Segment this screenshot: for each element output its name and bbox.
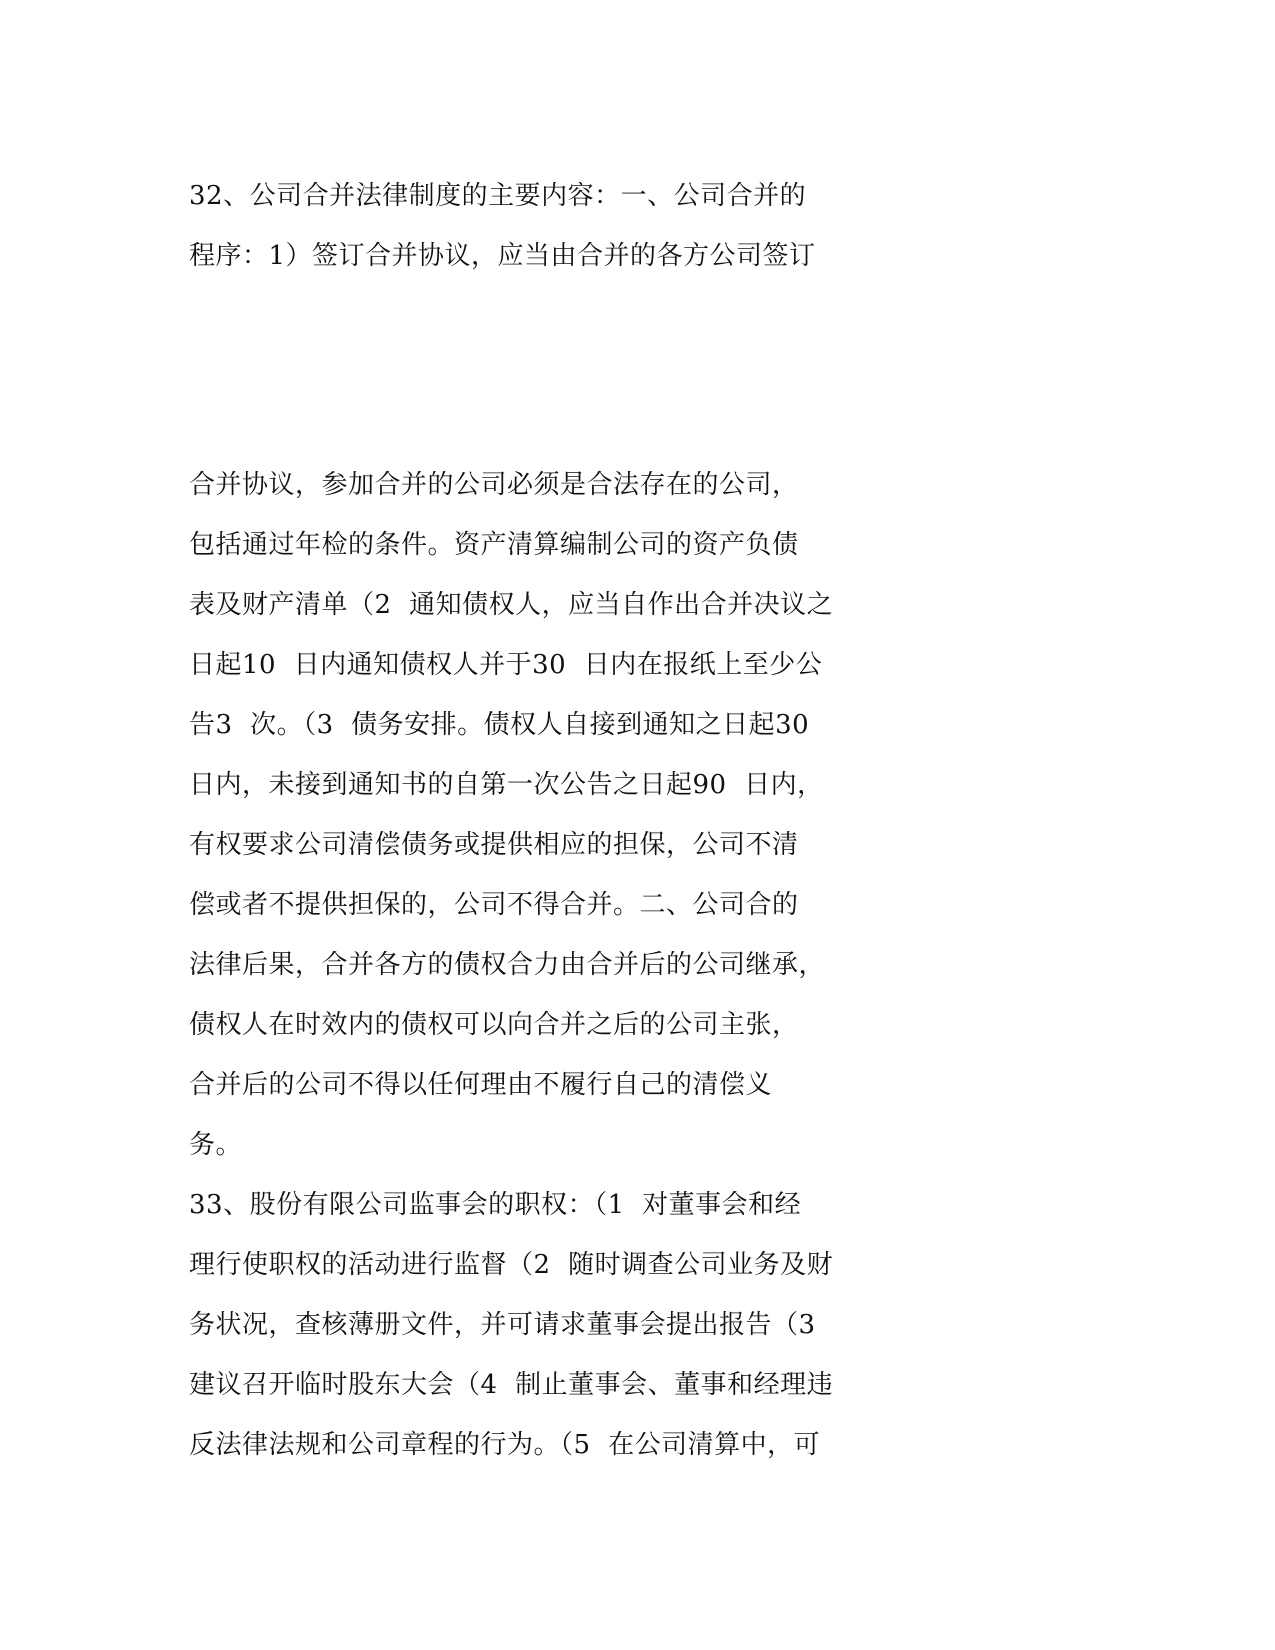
text-line: 包括通过年检的条件。资产清算编制公司的资产负债	[189, 530, 799, 560]
text-line: 法律后果，合并各方的债权合力由合并后的公司继承，	[189, 950, 826, 980]
text-line: 日内，未接到通知书的自第一次公告之日起90 日内，	[189, 770, 824, 800]
text-line: 有权要求公司清偿债务或提供相应的担保，公司不清	[189, 830, 799, 860]
text-line: 债权人在时效内的债权可以向合并之后的公司主张，	[189, 1010, 799, 1040]
text-line: 程序：1）签订合并协议，应当由合并的各方公司签订	[189, 241, 816, 271]
text-line: 偿或者不提供担保的，公司不得合并。二、公司合的	[189, 890, 799, 920]
text-line: 日起10 日内通知债权人并于30 日内在报纸上至少公	[189, 650, 823, 680]
text-line: 反法律法规和公司章程的行为。（5 在公司清算中，可	[189, 1430, 821, 1460]
text-line: 33、股份有限公司监事会的职权：（1 对董事会和经	[189, 1190, 802, 1220]
text-line: 告3 次。（3 债务安排。债权人自接到通知之日起30	[189, 710, 810, 740]
text-line: 32、公司合并法律制度的主要内容：一、公司合并的	[189, 181, 807, 211]
text-line: 务。	[189, 1130, 243, 1160]
text-line: 表及财产清单（2 通知债权人，应当自作出合并决议之	[189, 590, 834, 620]
text-line: 建议召开临时股东大会（4 制止董事会、董事和经理违	[189, 1370, 834, 1400]
text-line: 合并后的公司不得以任何理由不履行自己的清偿义	[189, 1070, 773, 1100]
text-line: 理行使职权的活动进行监督（2 随时调查公司业务及财	[189, 1250, 834, 1280]
text-line: 务状况，查核薄册文件，并可请求董事会提出报告（3	[189, 1310, 816, 1340]
text-line: 合并协议，参加合并的公司必须是合法存在的公司，	[189, 470, 799, 500]
